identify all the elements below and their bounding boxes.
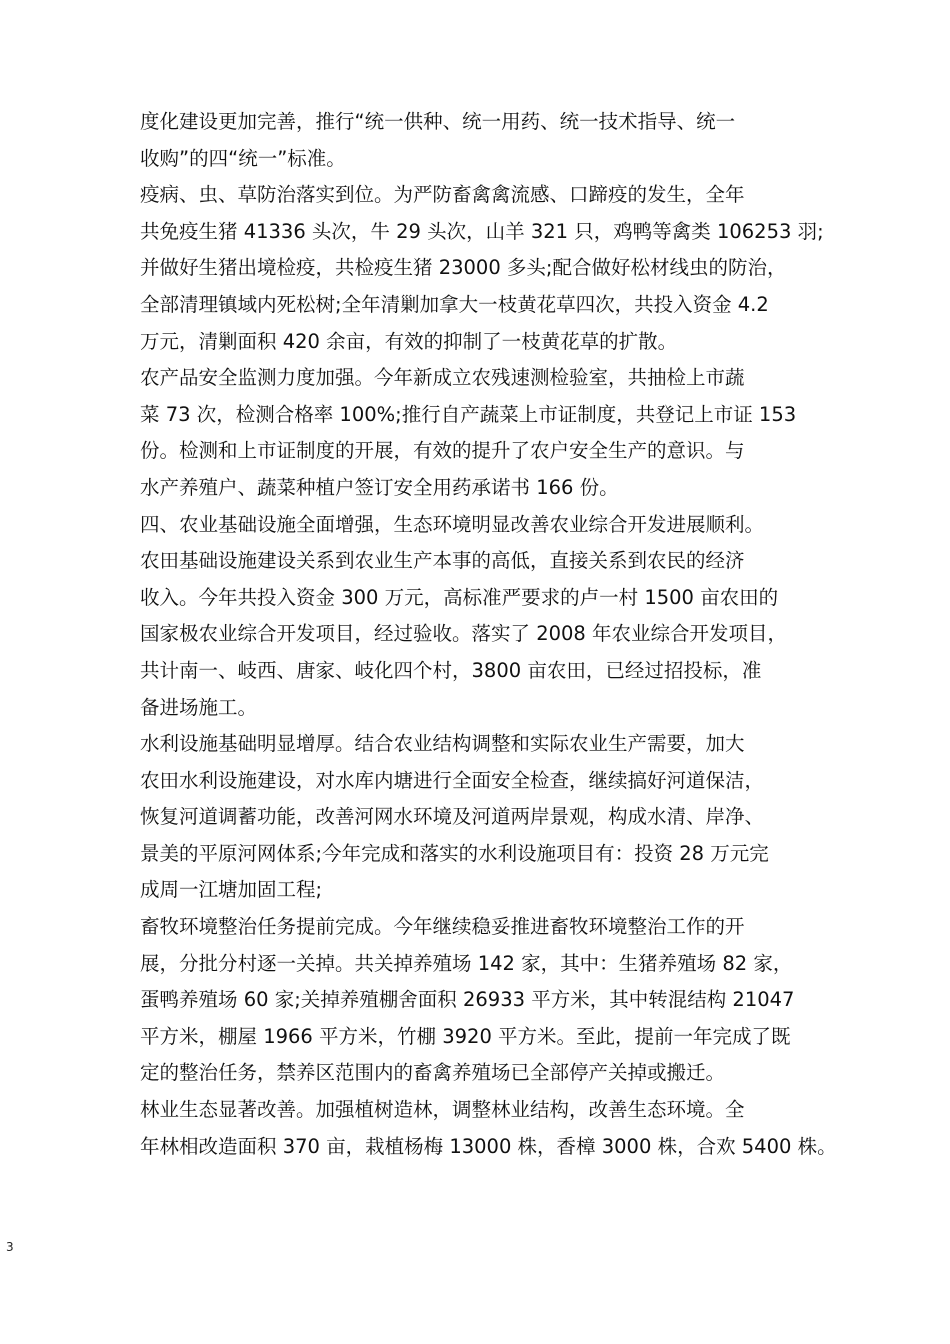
text-line: 菜 73 次，检测合格率 100%;推行自产蔬菜上市证制度，共登记上市证 153 [140,402,797,426]
text-line: 林业生态显著改善。加强植树造林，调整林业结构，改善生态环境。全 [140,1098,745,1122]
text-line: 定的整治任务，禁养区范围内的畜禽养殖场已全部停产关掉或搬迁。 [140,1061,726,1085]
document-body [140,104,837,1165]
text-line: 水产养殖户、蔬菜种植户签订安全用药承诺书 166 份。 [140,475,619,499]
text-line: 蛋鸭养殖场 60 家;关掉养殖棚舍面积 26933 平方米，其中转混结构 21047 [140,988,795,1012]
page-number: 3 [6,1240,14,1254]
text-line: 国家极农业综合开发项目，经过验收。落实了 2008 年农业综合开发项目， [140,622,788,646]
text-line: 恢复河道调蓄功能，改善河网水环境及河道两岸景观，构成水清、岸净、 [140,805,765,829]
text-line: 份。检测和上市证制度的开展，有效的提升了农户安全生产的意识。与 [140,439,745,463]
text-line: 度化建设更加完善，推行“统一供种、统一用药、统一技术指导、统一 [140,110,736,133]
text-line: 年林相改造面积 370 亩，栽植杨梅 13000 株，香樟 3000 株，合欢 5400 株。 [140,1134,837,1158]
text-line: 平方米，棚屋 1966 平方米，竹棚 3920 平方米。至此，提前一年完成了既 [140,1024,791,1048]
text-line: 并做好生猪出境检疫，共检疫生猪 23000 多头;配合做好松材线虫的防治， [140,256,787,280]
text-line: 收入。今年共投入资金 300 万元，高标准严要求的卢一村 1500 亩农田的 [140,585,779,609]
text-line: 畜牧环境整治任务提前完成。今年继续稳妥推进畜牧环境整治工作的开 [140,915,745,939]
text-line: 水利设施基础明显增厚。结合农业结构调整和实际农业生产需要，加大 [140,732,745,756]
text-line: 四、农业基础设施全面增强，生态环境明显改善农业综合开发进展顺利。 [140,512,765,536]
text-line: 农田基础设施建设关系到农业生产本事的高低，直接关系到农民的经济 [140,549,745,573]
text-line: 备进场施工。 [140,695,258,719]
text-line: 共免疫生猪 41336 头次，牛 29 头次，山羊 321 只，鸡鸭等禽类 106253 羽; [140,219,824,243]
text-line: 展，分批分村逐一关掉。共关掉养殖场 142 家，其中：生猪养殖场 82 家， [140,951,793,975]
text-line: 全部清理镇域内死松树;全年清剿加拿大一枝黄花草四次，共投入资金 4.2 [140,292,769,316]
text-line: 疫病、虫、草防治落实到位。为严防畜禽禽流感、口蹄疫的发生，全年 [140,183,745,207]
text-line: 农田水利设施建设，对水库内塘进行全面安全检查，继续搞好河道保洁， [140,768,765,792]
text-line: 农产品安全监测力度加强。今年新成立农残速测检验室，共抽检上市蔬 [140,366,745,390]
text-line: 共计南一、岐西、唐家、岐化四个村，3800 亩农田，已经过招投标，准 [140,658,762,682]
text-line: 成周一江塘加固工程; [140,878,323,902]
text-line: 景美的平原河网体系;今年完成和落实的水利设施项目有：投资 28 万元完 [140,841,769,865]
text-line: 收购”的四“统一”标准。 [140,146,346,170]
text-line: 万元，清剿面积 420 余亩，有效的抑制了一枝黄花草的扩散。 [140,329,678,353]
